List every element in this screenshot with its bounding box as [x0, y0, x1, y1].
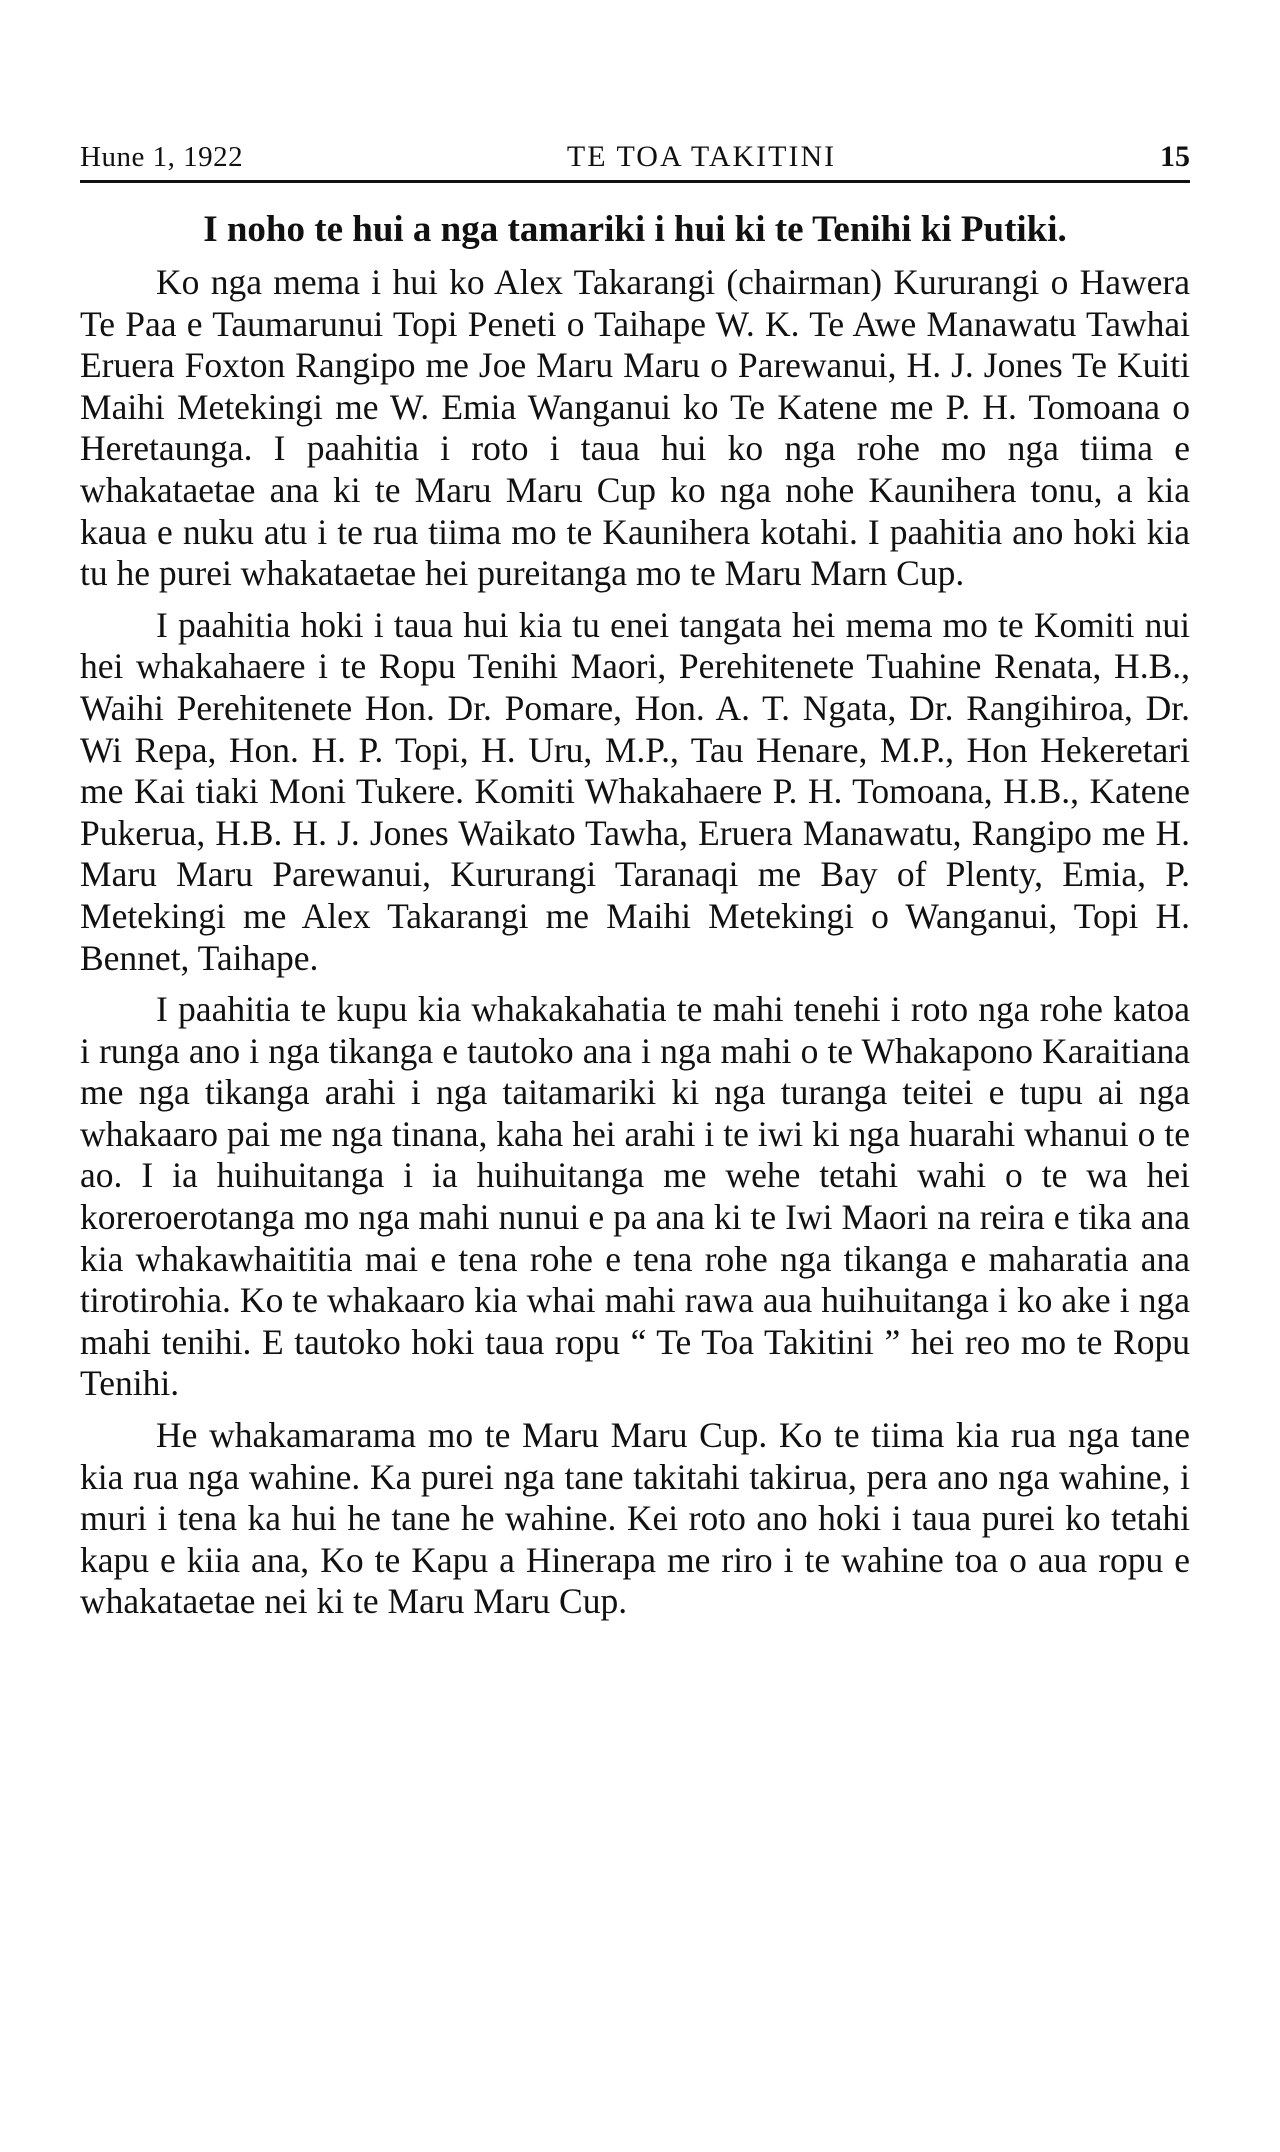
- issue-date: Hune 1, 1922: [80, 141, 244, 173]
- article-paragraph: Ko nga mema i hui ko Alex Takarangi (chairman) Kururangi o Hawera Te Paa e Taumarunui Topi Peneti o Taihape W. K. Te Awe Manawatu Tawhai Eruera Foxton Rangipo me Joe Maru Maru o Parewanui, H. J. Jones Te Kuiti Maihi Metekingi me W. Emia Wanganui ko Te Katene me P. H. Tomoana o Heretaunga. I paahitia i roto i taua hui ko nga rohe mo nga tiima e whakataetae ana ki te Maru Maru Cup ko nga nohe Kaunihera tonu, a kia kaua e nuku atu i te rua tiima mo te Kaunihera kotahi. I paahitia ano hoki kia tu he purei whakataetae hei pureitanga mo te Maru Marn Cup.: [80, 262, 1190, 594]
- journal-title: TE TOA TAKITINI: [566, 140, 837, 173]
- page-number: 15: [1159, 140, 1190, 173]
- article-headline: I noho te hui a nga tamariki i hui ki te Tenihi ki Putiki.: [203, 209, 1067, 250]
- article-paragraph: I paahitia hoki i taua hui kia tu enei tangata hei mema mo te Komiti nui hei whakahaere i te Ropu Tenihi Maori, Perehitenete Tuahine Renata, H.B., Waihi Perehitenete Hon. Dr. Pomare, Hon. A. T. Ngata, Dr. Rangihiroa, Dr. Wi Repa, Hon. H. P. Topi, H. Uru, M.P., Tau Henare, M.P., Hon Hekeretari me Kai tiaki Moni Tukere. Komiti Whakahaere P. H. Tomoana, H.B., Katene Pukerua, H.B. H. J. Jones Waikato Tawha, Eruera Manawatu, Rangipo me H. Maru Maru Parewanui, Kururangi Taranaqi me Bay of Plenty, Emia, P. Metekingi me Alex Takarangi me Maihi Metekingi o Wanganui, Topi H. Bennet, Taihape.: [80, 604, 1190, 978]
- article-paragraph: He whakamarama mo te Maru Maru Cup. Ko te tiima kia rua nga tane kia rua nga wahine. Ka purei nga tane takitahi takirua, pera ano nga wahine, i muri i tena ka hui he tane he wahine. Kei roto ano hoki i taua purei ko tetahi kapu e kiia ana, Ko te Kapu a Hinerapa me riro i te wahine toa o aua ropu e whakataetae nei ki te Maru Maru Cup.: [80, 1415, 1190, 1622]
- running-header: [80, 140, 1190, 183]
- article-paragraph: I paahitia te kupu kia whakakahatia te mahi tenehi i roto nga rohe katoa i runga ano i nga tikanga e tautoko ana i nga mahi o te Whakapono Karaitiana me nga tikanga arahi i nga taitamariki ki nga turanga teitei e tupu ai nga whakaaro pai me nga tinana, kaha hei arahi i te iwi ki nga huarahi whanui o te ao. I ia huihuitanga i ia huihuitanga me wehe tetahi wahi o te wa hei koreroerotanga mo nga mahi nunui e pa ana ki te Iwi Maori na reira e tika ana kia whakawhaititia mai e tena rohe e tena rohe nga tikanga e maharatia ana tirotirohia. Ko te whakaaro kia whai mahi rawa aua huihuitanga i ko ake i nga mahi tenihi. E tautoko hoki taua ropu “ Te Toa Takitini ” hei reo mo te Ropu Tenihi.: [80, 989, 1190, 1404]
- document-page: [80, 140, 1190, 1623]
